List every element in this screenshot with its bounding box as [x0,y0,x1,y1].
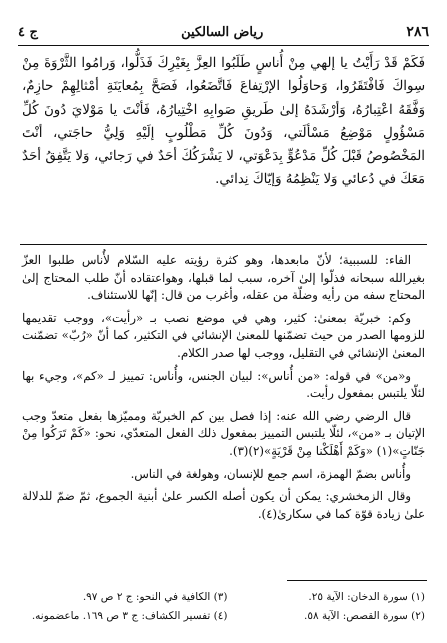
footnote: (٢) سورة القصص: الآية ٥٨. [303,610,425,622]
footnote: (١) سورة الدخان: الآية ٢٥. [308,591,425,603]
footnote: (٣) الكافية في النحو: ج ٢ ص ٩٧. [82,591,228,603]
commentary-paragraph: قال الرضي رضي الله عنه: إذا فصل بين كم الخبريّة ومميّزها بفعل متعدّ وجب الإتيان بـ «من»، لئلّا يلتبس التمييز بمفعول ذلك الفعل المتعدّي، نحو: «كَمْ تَرَكُوا مِنْ جَنّاتٍ»(١) «وَكَمْ أَهْلَكْنا مِنْ قَرْيَةٍ»(٢)(٣). [22,408,425,458]
footnote-rule [287,580,427,581]
commentary-paragraph: وكم: خبريّة بمعنىٰ: كثير، وهي في موضع نصب بـ «رأيت»، ووجب تقديمها للزومها الصدر من حيث تضمّنها للمعنىٰ الإنشائي في التكثير، كما أنّ «رُبّ» تضمّنت المعنىٰ الإنشائي في التقليل، ووجب لها صدر الكلام. [22,310,425,360]
supplication-paragraph: فَكَمْ قَدْ رَأَيْتُ يا إلهي مِنْ أُناسٍ طَلَبُوا العِزَّ بِغَيْرِكَ فَذَلُّوا، وَرامُوا الثَّرْوَةَ مِنْ سِواكَ فَافْتَقَرُوا، وَحاوَلُوا الإرْتِفاعَ فَاتَّضَعُوا، فَصَحَّ بِمُعايَنَةِ أمْثالِهِمْ حازِمٌ، وَفَّقَهُ اعْتِبارُهُ، وَأرْشَدَهُ إلىٰ طَريقِ صَوابِهِ اخْتِيارُهُ، فَأنْتَ يا مَوْلايَ دُونَ كُلِّ مَسْؤُولٍ مَوْضِعُ مَسْألَتي، وَدُونَ كُلِّ مَطْلُوبٍ إلَيْهِ وَلِيُّ حاجَتي، أنْتَ المَخْصُوصُ قَبْلَ كُلِّ مَدْعُوٍّ بِدَعْوَتي، لا يَشْرَكُكَ أحَدٌ في رَجائي، وَلا يَتَّفِقُ أحَدٌ مَعَكَ في دُعائي وَلا يَنْظِمُهُ وَإيّاكَ نِدائي. [22,56,425,188]
book-title: رياض السالكين [181,24,264,40]
volume-label: ج ٤ [18,24,38,40]
commentary-paragraph: وأُناس بضمّ الهمزة، اسم جمع للإنسان، وهولغة في الناس. [130,466,411,481]
commentary-paragraph: الفاء: للسببية؛ لأنّ مابعدها، وهو كثرة رؤيته عليه السّلام لأُناس طلبوا العزّ بغيرالله سبحانه فذلّوا إلىٰ آخره، سبب لما قبلها، وهواعتقاده أنّ طلب المحتاج إلىٰ المحتاج سفه من رأيه وضلّة من عقله، وأغرب من قال: إنّها للاستئناف. [22,253,425,303]
commentary-paragraph: وقال الزمخشري: يمكن أن يكون أصله الكسر علىٰ أبنية الجموع، ثمّ ضمّ للدلالة علىٰ زيادة قوّة كما في سكارىٰ(٤). [22,489,425,521]
commentary-paragraph: و«من» في قوله: «من أُناس»: لبيان الجنس، وأُناس: تمييز لـ «كم»، وجيء بها لئلّا يلتبس بمفعول رأيت. [22,368,425,401]
page-number: ٢٨٦ [406,24,429,40]
text-separator [20,244,427,245]
header-rule [18,45,429,46]
supplication-text [22,52,425,192]
footnotes [30,588,425,628]
page-header [18,22,429,42]
footnote-column-right [228,588,426,628]
footnote: (٤) تفسير الكشاف: ج ٣ ص ١٦٩. ماعضمونه. [31,610,228,622]
footnote-column-left [30,588,228,628]
commentary [22,252,425,528]
